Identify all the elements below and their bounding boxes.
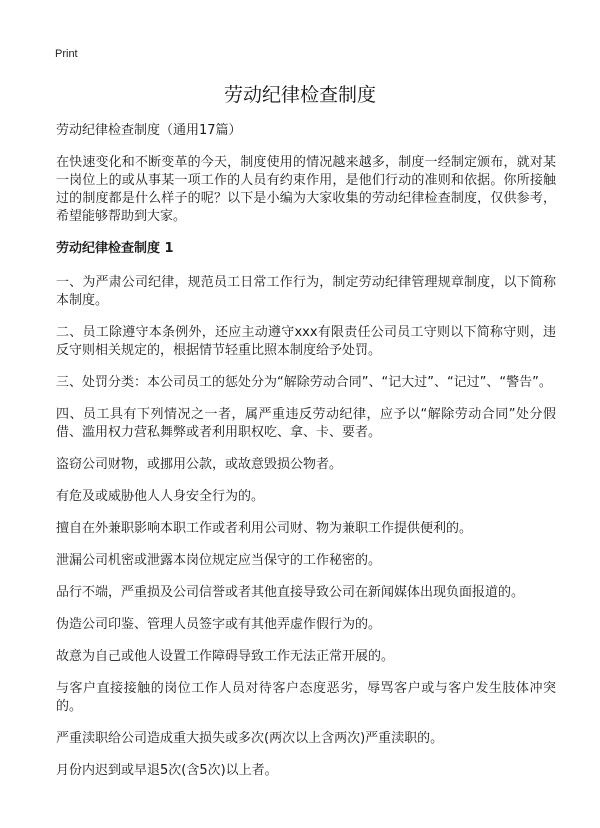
paragraph: 三、处罚分类：本公司员工的惩处分为“解除劳动合同”、“记大过”、“记过”、“警告”。: [56, 375, 552, 390]
paragraph: 擅自在外兼职影响本职工作或者利用公司财、物为兼职工作提供便利的。: [56, 521, 473, 536]
document-body: [56, 122, 556, 794]
document-subtitle: 劳动纪律检查制度（通用17篇）: [56, 123, 242, 138]
paragraph: 有危及或威胁他人人身安全行为的。: [56, 489, 265, 504]
print-label: Print: [55, 48, 78, 60]
paragraph: 严重渎职给公司造成重大损失或多次(两次以上含两次)严重渎职的。: [56, 731, 444, 746]
paragraph: 四、员工具有下列情况之一者，属严重违反劳动纪律，应予以“解除劳动合同”处分假借、滥用权力营私舞弊或者利用职权吃、拿、卡、要者。: [56, 407, 556, 440]
paragraph: 盗窃公司财物，或挪用公款，或故意毁损公物者。: [56, 457, 343, 472]
paragraph: 月份内迟到或早退5次(含5次)以上者。: [56, 763, 278, 778]
paragraph: 一、为严肃公司纪律，规范员工日常工作行为，制定劳动纪律管理规章制度，以下简称本制度。: [56, 275, 556, 308]
paragraph: 泄漏公司机密或泄露本岗位规定应当保守的工作秘密的。: [56, 553, 382, 568]
paragraph: 二、员工除遵守本条例外，还应主动遵守xxx有限责任公司员工守则以下简称守则，违反守则相关规定的，根据情节轻重比照本制度给予处罚。: [56, 325, 556, 358]
document-title: 劳动纪律检查制度: [223, 84, 376, 106]
paragraph: 品行不端，严重损及公司信誉或者其他直接导致公司在新闻媒体出现负面报道的。: [56, 585, 525, 600]
paragraph: 故意为自己或他人设置工作障碍导致工作无法正常开展的。: [56, 649, 395, 664]
paragraph: 与客户直接接触的岗位工作人员对待客户态度恶劣，辱骂客户或与客户发生肢体冲突的。: [56, 681, 556, 714]
intro-paragraph: 在快速变化和不断变革的今天，制度使用的情况越来越多，制度一经制定颁布，就对某一岗位上的或从事某一项工作的人员有约束作用，是他们行动的准则和依据。你所接触过的制度都是什么样子的呢？以下是小编为大家收集的劳动纪律检查制度，仅供参考，希望能够帮助到大家。: [56, 155, 556, 224]
paragraph: 伪造公司印鉴、管理人员签字或有其他弄虚作假行为的。: [56, 617, 382, 632]
section-heading: 劳动纪律检查制度 1: [56, 241, 174, 256]
